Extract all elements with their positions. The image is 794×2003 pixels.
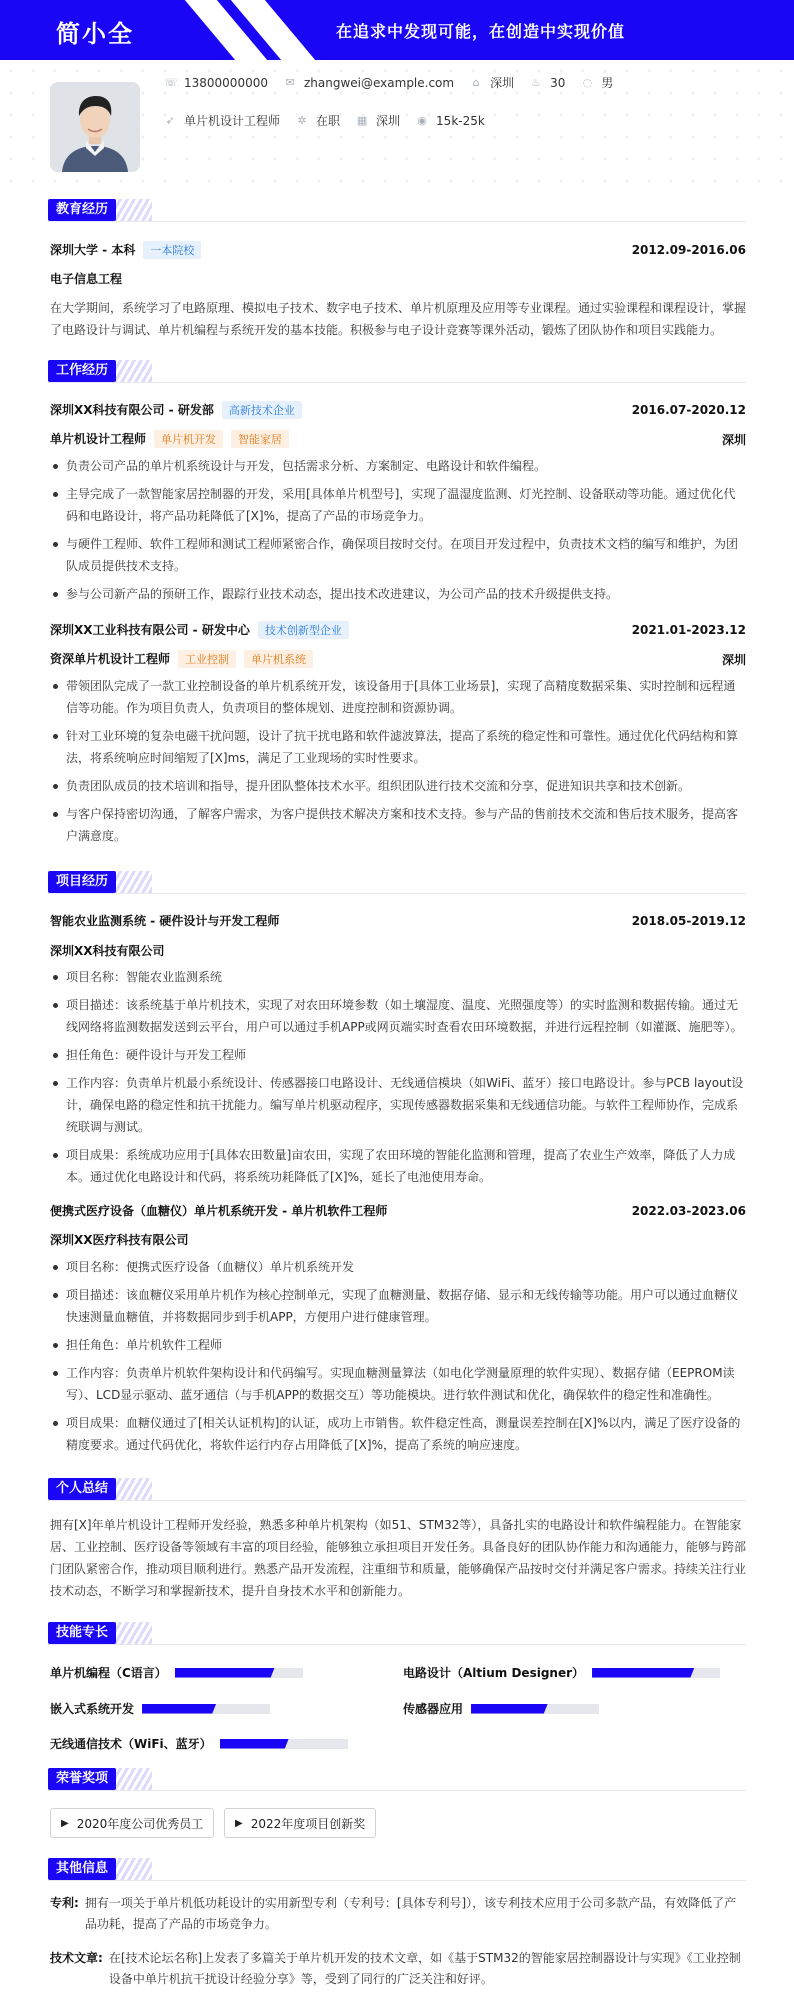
email-icon: ✉	[285, 76, 295, 89]
avatar-photo	[50, 82, 140, 172]
profile-block	[0, 60, 794, 190]
section-work: 工作经历	[48, 360, 152, 382]
role-tag: 智能家居	[231, 430, 289, 448]
project-1-bullets	[50, 966, 746, 1194]
section-divider	[48, 1500, 746, 1501]
role-tag: 单片机开发	[154, 430, 223, 448]
section-divider	[48, 1790, 746, 1791]
education-major: 电子信息工程	[50, 272, 123, 286]
work-2-bullets	[50, 675, 746, 853]
section-skills: 技能专长	[48, 1622, 152, 1644]
role-tag: 工业控制	[178, 650, 236, 668]
company-tag: 技术创新型企业	[258, 621, 349, 639]
list-item: 主导完成了一款智能家居控制器的开发，采用[具体单片机型号]，实现了温湿度监测、灯光控制、设备联动等功能。通过优化代码和电路设计，将产品功耗降低了[X]%，提高了产品的市场竞争力。	[50, 483, 746, 527]
skill-item: 传感器应用	[403, 1700, 599, 1717]
header-banner	[0, 0, 794, 60]
intent-title-item: ➶ 单片机设计工程师	[165, 114, 281, 128]
list-item: 负责团队成员的技术培训和指导，提升团队整体技术水平。组织团队进行技术交流和分享，促进知识共享和技术创新。	[50, 775, 746, 797]
caret-right-icon: ▶	[61, 1817, 69, 1829]
section-other: 其他信息	[48, 1858, 152, 1880]
project-2-header	[50, 1202, 746, 1219]
other-item-articles	[50, 1948, 746, 1990]
skill-item: 电路设计（Altium Designer）	[403, 1664, 720, 1681]
skill-fill	[592, 1668, 694, 1678]
other-value: 在[技术论坛名称]上发表了多篇关于单片机开发的技术文章，如《基于STM32的智能家居控制器设计与实现》《工业控制设备中单片机抗干扰设计经验分享》等，受到了同行的广泛关注和好评。	[108, 1951, 741, 1986]
work-2-role-row	[50, 650, 746, 668]
work-date: 2021.01-2023.12	[631, 623, 746, 637]
list-item: 项目描述：该血糖仪采用单片机作为核心控制单元，实现了血糖测量、数据存储、显示和无线传输等功能。用户可以通过血糖仪快速测量血糖值，并将数据同步到手机APP，方便用户进行健康管理。	[50, 1284, 746, 1328]
section-deco	[112, 360, 152, 382]
education-header	[50, 241, 746, 259]
list-item: 项目成果：血糖仪通过了[相关认证机构]的认证，成功上市销售。软件稳定性高，测量误差控制在[X]%以内，满足了医疗设备的精度要求。通过代码优化，将软件运行内存占用降低了[X]%，提高了系统的响应速度。	[50, 1412, 746, 1456]
work-role: 单片机设计工程师	[50, 432, 147, 446]
work-role: 资深单片机设计工程师	[50, 652, 171, 666]
skill-item: 单片机编程（C语言）	[50, 1664, 303, 1681]
skill-fill	[175, 1668, 275, 1678]
money-icon: ◉	[417, 114, 427, 127]
section-deco	[112, 199, 152, 221]
project-1-company-row	[50, 942, 746, 959]
education-major-row	[50, 270, 746, 287]
section-summary: 个人总结	[48, 1478, 152, 1500]
skill-item: 嵌入式系统开发	[50, 1700, 270, 1717]
work-company: 深圳XX科技有限公司 - 研发部	[50, 403, 214, 417]
phone-item[interactable]: ☏ 13800000000	[164, 75, 268, 90]
section-divider	[48, 1644, 746, 1645]
work-date: 2016.07-2020.12	[631, 403, 746, 417]
work-1-bullets	[50, 455, 746, 611]
work-city: 深圳	[721, 432, 746, 447]
intent-city-item: ▦ 深圳	[356, 114, 401, 128]
project-date: 2018.05-2019.12	[631, 913, 746, 928]
list-item: 工作内容：负责单片机软件架构设计和代码编写。实现血糖测量算法（如电化学测量原理的软件实现）、数据存储（EEPROM读写）、LCD显示驱动、蓝牙通信（与手机APP的数据交互）等功能模块。进行软件测试和优化，确保软件的稳定性和准确性。	[50, 1362, 746, 1406]
work-1-role-row	[50, 430, 746, 448]
list-item: 与硬件工程师、软件工程师和测试工程师紧密合作，确保项目按时交付。在项目开发过程中，负责技术文档的编写和维护，为团队成员提供技术支持。	[50, 533, 746, 577]
skill-fill	[142, 1704, 216, 1714]
section-deco	[112, 1768, 152, 1790]
avatar	[50, 82, 140, 172]
section-deco	[112, 1478, 152, 1500]
section-deco	[112, 1622, 152, 1644]
project-company: 深圳XX科技有限公司	[50, 944, 165, 958]
list-item: 参与公司新产品的预研工作，跟踪行业技术动态，提出技术改进建议，为公司产品的技术升级提供支持。	[50, 583, 746, 605]
role-tag: 单片机系统	[244, 650, 313, 668]
section-deco	[112, 871, 152, 893]
skill-bar	[471, 1704, 599, 1714]
section-awards: 荣誉奖项	[48, 1768, 152, 1790]
other-key: 技术文章:	[50, 1951, 103, 1965]
skill-bar	[592, 1668, 720, 1678]
caret-right-icon: ▶	[235, 1817, 243, 1829]
project-title: 智能农业监测系统 - 硬件设计与开发工程师	[50, 914, 280, 928]
project-2-company-row	[50, 1231, 746, 1248]
home-icon: ⌂	[472, 76, 480, 89]
gender-icon: ◌	[582, 76, 593, 89]
company-tag: 高新技术企业	[222, 401, 302, 419]
email-item[interactable]: ✉ zhangwei@example.com	[285, 75, 455, 90]
work-2-header	[50, 621, 746, 639]
resume-motto: 在追求中发现可能，在创造中实现价值	[336, 22, 626, 41]
section-divider	[48, 893, 746, 894]
project-title: 便携式医疗设备（血糖仪）单片机系统开发 - 单片机软件工程师	[50, 1204, 388, 1218]
status-item: ✲ 在职	[297, 114, 341, 128]
salary-item: ◉ 15k-25k	[417, 113, 485, 128]
status-icon: ✲	[297, 114, 307, 127]
project-1-header	[50, 912, 746, 929]
other-item-patent	[50, 1893, 746, 1935]
other-key: 专利:	[50, 1896, 79, 1910]
skill-fill	[220, 1739, 289, 1749]
work-1-header	[50, 401, 746, 419]
contact-row	[164, 74, 629, 91]
phone-icon: ☏	[164, 76, 178, 89]
award-item: ▶ 2022年度项目创新奖	[224, 1808, 376, 1838]
skill-bar	[142, 1704, 270, 1714]
skill-item: 无线通信技术（WiFi、蓝牙）	[50, 1735, 348, 1752]
award-item: ▶ 2020年度公司优秀员工	[50, 1808, 214, 1838]
education-desc: 在大学期间，系统学习了电路原理、模拟电子技术、数字电子技术、单片机原理及应用等专业课程。通过实验课程和课程设计，掌握了电路设计与调试、单片机编程与系统开发的基本技能。积极参与电子设计竞赛等课外活动，锻炼了团队协作和项目实践能力。	[50, 301, 747, 337]
list-item: 针对工业环境的复杂电磁干扰问题，设计了抗干扰电路和软件滤波算法，提高了系统的稳定性和可靠性。通过优化代码结构和算法，将系统响应时间缩短了[X]ms，满足了工业现场的实时性要求。	[50, 725, 746, 769]
work-city: 深圳	[721, 652, 746, 667]
list-item: 负责公司产品的单片机系统设计与开发，包括需求分析、方案制定、电路设计和软件编程。	[50, 455, 746, 477]
section-education: 教育经历	[48, 199, 152, 221]
list-item: 项目名称：便携式医疗设备（血糖仪）单片机系统开发	[50, 1256, 746, 1278]
section-deco	[112, 1858, 152, 1880]
education-date: 2012.09-2016.06	[631, 243, 746, 257]
age-item: ♨ 30	[531, 75, 566, 90]
list-item: 项目描述：该系统基于单片机技术，实现了对农田环境参数（如土壤湿度、温度、光照强度等）的实时监测和数据传输。通过无线网络将监测数据发送到云平台，用户可以通过手机APP或网页端实时查看农田环境数据，并进行远程控制（如灌溉、施肥等）。	[50, 994, 746, 1038]
intent-row	[164, 112, 501, 129]
gender-item: ◌ 男	[582, 76, 614, 90]
section-divider	[48, 221, 746, 222]
building-icon: ▦	[356, 114, 368, 127]
school-name: 深圳大学 - 本科	[50, 243, 136, 257]
cake-icon: ♨	[531, 76, 542, 89]
project-2-bullets	[50, 1256, 746, 1462]
work-company: 深圳XX工业科技有限公司 - 研发中心	[50, 623, 250, 637]
skill-bar	[220, 1739, 348, 1749]
resume-name: 简小全	[56, 20, 134, 48]
list-item: 担任角色：硬件设计与开发工程师	[50, 1044, 746, 1066]
project-date: 2022.03-2023.06	[631, 1203, 746, 1218]
section-project: 项目经历	[48, 871, 152, 893]
skill-fill	[471, 1704, 548, 1714]
send-icon: ➶	[165, 114, 175, 127]
other-value: 拥有一项关于单片机低功耗设计的实用新型专利（专利号：[具体专利号]），该专利技术应用于公司多款产品，有效降低了产品功耗，提高了产品的市场竞争力。	[84, 1896, 737, 1931]
list-item: 与客户保持密切沟通，了解客户需求，为客户提供技术解决方案和技术支持。参与产品的售前技术交流和售后技术服务，提高客户满意度。	[50, 803, 746, 847]
project-company: 深圳XX医疗科技有限公司	[50, 1233, 189, 1247]
city-item: ⌂ 深圳	[470, 74, 514, 91]
list-item: 项目名称：智能农业监测系统	[50, 966, 746, 988]
section-divider	[48, 382, 746, 383]
list-item: 担任角色：单片机软件工程师	[50, 1334, 746, 1356]
list-item: 工作内容：负责单片机最小系统设计、传感器接口电路设计、无线通信模块（如WiFi、蓝牙）接口电路设计。参与PCB layout设计，确保电路的稳定性和抗干扰能力。编写单片机驱动程序，实现传感器数据采集和无线通信功能。与软件工程师协作，完成系统联调与测试。	[50, 1072, 746, 1138]
list-item: 项目成果：系统成功应用于[具体农田数量]亩农田，实现了农田环境的智能化监测和管理，提高了农业生产效率，降低了人力成本。通过优化电路设计和代码，将系统功耗降低了[X]%，延长了电池使用寿命。	[50, 1144, 746, 1188]
skill-bar	[175, 1668, 303, 1678]
section-divider	[48, 1880, 746, 1881]
list-item: 带领团队完成了一款工业控制设备的单片机系统开发，该设备用于[具体工业场景]，实现了高精度数据采集、实时控制和远程通信等功能。作为项目负责人，负责项目的整体规划、进度控制和资源协调。	[50, 675, 746, 719]
school-tag: 一本院校	[143, 241, 201, 259]
summary-text: 拥有[X]年单片机设计工程师开发经验，熟悉多种单片机架构（如51、STM32等），具备扎实的电路设计和软件编程能力。在智能家居、工业控制、医疗设备等领域有丰富的项目经验，能够独立承担项目开发任务。具备良好的团队协作能力和沟通能力，能够与跨部门团队紧密合作，推动项目顺利进行。熟悉产品开发流程，注重细节和质量，能够确保产品按时交付并满足客户需求。持续关注行业技术动态，不断学习和掌握新技术，提升自身技术水平和创新能力。	[50, 1518, 747, 1598]
